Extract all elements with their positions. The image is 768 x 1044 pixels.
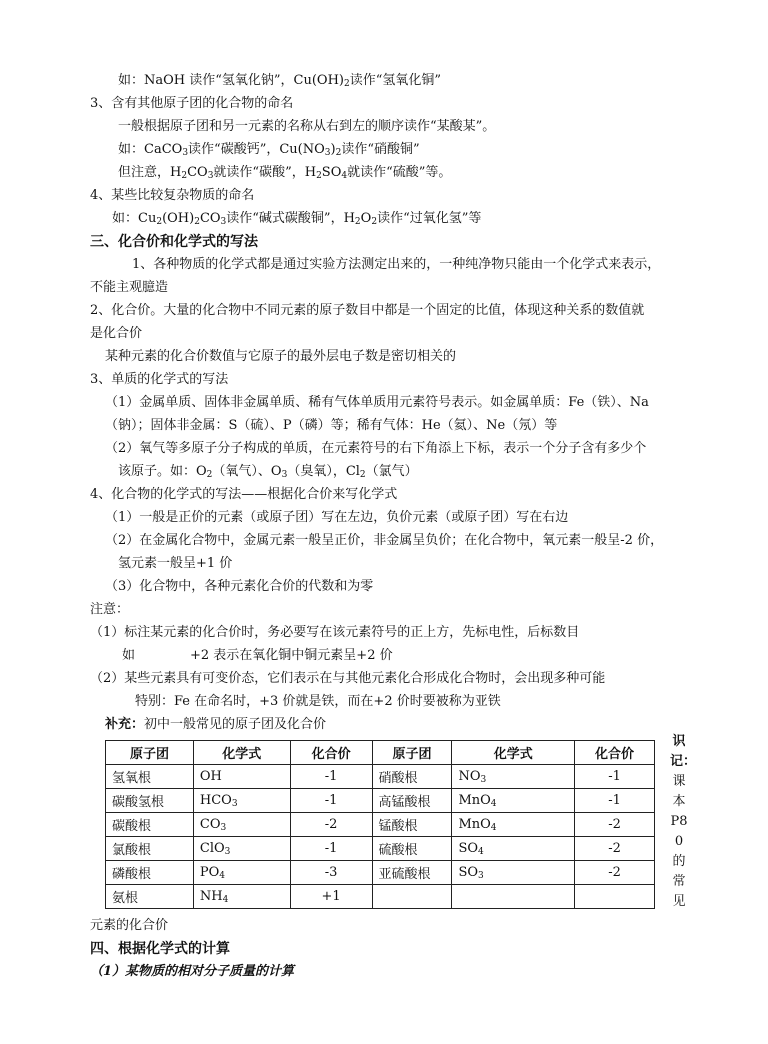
radical-valence: -2 [575, 837, 655, 861]
notice-2: （2）某些元素具有可变价态，它们表示在与其他元素化合形成化合物时，会出现多种可能 [90, 671, 606, 686]
simple-substance-heading: 3、单质的化学式的写法 [90, 372, 229, 387]
example-complex: 如：$Cu_2(OH)_2CO_3$读作“碱式碳酸铜”，$H_2O_2$读作“过氧化氢”等 [112, 211, 482, 227]
notice-1-example: +2 表示在氧化铜中铜元素呈+2 价 [190, 648, 393, 663]
para-5-line-1: （1）金属单质、固体非金属单质、稀有气体单质用元素符号表示。如金属单质：Fe（铁）、Na [105, 395, 649, 410]
header-valence: 化合价 [290, 741, 372, 765]
para-6-line-1: （2）氧气等多原子分子构成的单质，在元素符号的右下角添上下标，表示一个分子含有多少个 [105, 441, 647, 456]
example-caco3: 如：CaCO$_3$读作“碳酸钙”，$Cu(NO_3)_2$读作“硝酸铜” [118, 142, 420, 158]
chapter-4-title: 四、根据化学式的计算 [90, 941, 230, 957]
table-row [106, 813, 655, 837]
radical-valence: +1 [290, 885, 372, 909]
calc-subheading: （1）某物质的相对分子质量的计算 [90, 964, 295, 979]
para-6-line-2: 该原子。如：$O_2$（氧气）、$O_3$（臭氧），$Cl_2$（氯气） [118, 464, 418, 480]
radical-name: 碳酸氢根 [106, 789, 194, 813]
notice-1: （1）标注某元素的化合价时，务必要写在该元素符号的正上方，先标电性，后标数目 [90, 625, 580, 640]
radical-valence: -1 [575, 765, 655, 789]
section-3-heading: 3、含有其他原子团的化合物的命名 [90, 96, 294, 111]
radical-valence: -2 [575, 861, 655, 885]
example-naoh: 如：NaOH 读作“氢氧化钠”，$Cu(OH)_2$读作“氢氧化铜” [118, 73, 442, 89]
radical-name [372, 885, 452, 909]
section-4-heading: 4、某些比较复杂物质的命名 [90, 188, 255, 203]
radical-formula: $HCO_3$ [193, 789, 290, 813]
radical-name: 锰酸根 [372, 813, 452, 837]
radical-name: 亚硫酸根 [372, 861, 452, 885]
radical-formula: MnO$_4$ [452, 813, 575, 837]
radical-formula: $SO_4$ [452, 837, 575, 861]
radical-formula: ClO$_3$ [193, 837, 290, 861]
rule-3: （3）化合物中，各种元素化合价的代数和为零 [105, 579, 374, 594]
table-row [106, 837, 655, 861]
radical-valence: -2 [575, 813, 655, 837]
radical-formula: $SO_3$ [452, 861, 575, 885]
radical-formula: $PO_4$ [193, 861, 290, 885]
radical-formula [452, 885, 575, 909]
radical-name: 氯酸根 [106, 837, 194, 861]
header-radical: 原子团 [106, 741, 194, 765]
radical-name: 硝酸根 [372, 765, 452, 789]
para-1-line-2: 不能主观臆造 [90, 280, 169, 295]
para-1-line-1: 1、各种物质的化学式都是通过实验方法测定出来的，一种纯净物只能由一个化学式来表示， [132, 257, 661, 272]
header-formula: 化学式 [452, 741, 575, 765]
radical-valence: -1 [290, 837, 372, 861]
para-2-line-2: 是化合价 [90, 326, 143, 341]
radical-valence: -1 [290, 789, 372, 813]
side-note [670, 732, 697, 912]
rule-2-line-2: 氢元素一般呈+1 价 [118, 556, 233, 571]
radical-valence: -1 [290, 765, 372, 789]
radical-formula: $NH_4$ [193, 885, 290, 909]
chapter-3-title: 三、化合价和化学式的写法 [90, 234, 258, 250]
table-row [106, 765, 655, 789]
table-row [106, 789, 655, 813]
radical-valence-table [105, 740, 655, 909]
radical-formula: $CO_3$ [193, 813, 290, 837]
header-valence: 化合价 [575, 741, 655, 765]
rule-1: （1）一般是正价的元素（或原子团）写在左边，负价元素（或原子团）写在右边 [105, 510, 569, 525]
notice-1-example-label: 如 [122, 648, 136, 663]
notice-label: 注意： [90, 602, 130, 617]
radical-name: 氨根 [106, 885, 194, 909]
radical-name: 氢氧根 [106, 765, 194, 789]
supplement-line: 补充：初中一般常见的原子团及化合价 [105, 717, 327, 732]
compound-heading: 4、化合物的化学式的写法——根据化合价来写化学式 [90, 487, 398, 502]
table-row [106, 861, 655, 885]
after-table-text: 元素的化合价 [90, 918, 169, 933]
table-row [106, 885, 655, 909]
header-formula: 化学式 [193, 741, 290, 765]
radical-formula: MnO$_4$ [452, 789, 575, 813]
radical-valence: -2 [290, 813, 372, 837]
radical-name: 磷酸根 [106, 861, 194, 885]
para-2-line-1: 2、化合价。大量的化合物中不同元素的原子数目中都是一个固定的比值，体现这种关系的数值就 [90, 303, 645, 318]
radical-name: 碳酸根 [106, 813, 194, 837]
table-header-row [106, 741, 655, 765]
side-note-label: 识记： [670, 734, 697, 769]
radical-formula: $NO_3$ [452, 765, 575, 789]
note-acids: 但注意，$H_2CO_3$就读作“碳酸”，$H_2SO_4$就读作“硫酸”等。 [118, 165, 452, 181]
para-3: 某种元素的化合价数值与它原子的最外层电子数是密切相关的 [105, 349, 457, 364]
rule-2-line-1: （2）在金属化合物中，金属元素一般呈正价，非金属呈负价；在化合物中，氧元素一般呈-2 价， [105, 533, 664, 548]
special-fe: 特别：Fe 在命名时，+3 价就是铁，而在+2 价时要被称为亚铁 [135, 694, 501, 709]
side-note-text: 课本P80的常见 [670, 774, 688, 909]
radical-formula: OH [193, 765, 290, 789]
naming-rule: 一般根据原子团和另一元素的名称从右到左的顺序读作“某酸某”。 [118, 119, 496, 134]
radical-name: 高锰酸根 [372, 789, 452, 813]
radical-valence: -3 [290, 861, 372, 885]
para-5-line-2: （钠）；固体非金属：S（硫）、P（磷）等；稀有气体：He（氦）、Ne（氖）等 [105, 418, 558, 433]
radical-name: 硫酸根 [372, 837, 452, 861]
radical-valence [575, 885, 655, 909]
radical-valence: -1 [575, 789, 655, 813]
header-radical: 原子团 [372, 741, 452, 765]
